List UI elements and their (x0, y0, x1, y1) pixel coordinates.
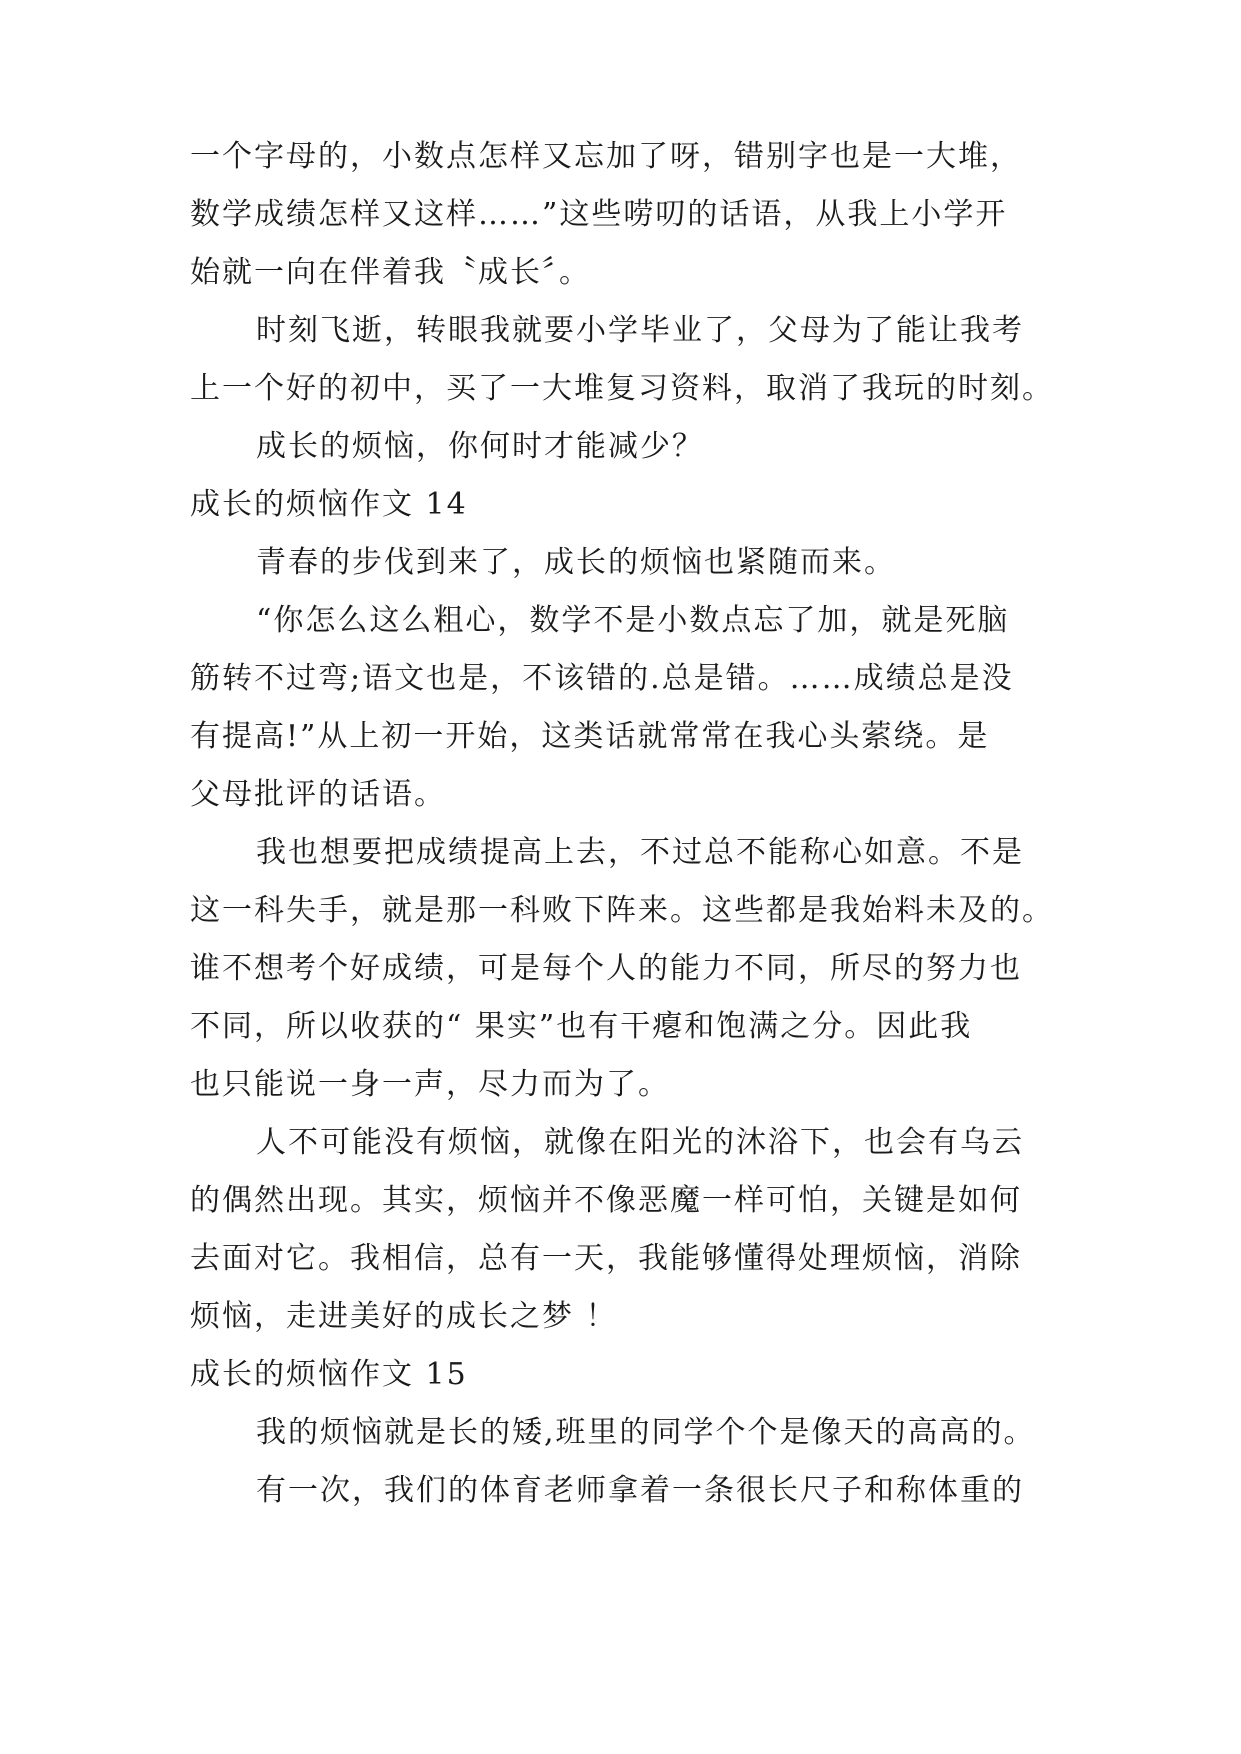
text-line: 青春的步伐到来了，成长的烦恼也紧随而来。 (256, 545, 896, 580)
text-line: 数学成绩怎样又这样……”这些唠叨的话语，从我上小学开 (190, 197, 1008, 232)
text-line: 有一次，我们的体育老师拿着一条很长尺子和称体重的 (256, 1473, 1024, 1508)
text-line: 谁不想考个好成绩，可是每个人的能力不同，所尽的努力也 (190, 951, 1022, 986)
text-line: 的偶然出现。其实，烦恼并不像恶魔一样可怕，关键是如何 (190, 1183, 1022, 1218)
text-line: 也只能说一身一声，尽力而为了。 (190, 1067, 670, 1102)
text-line: 人不可能没有烦恼，就像在阳光的沐浴下，也会有乌云 (256, 1125, 1024, 1160)
text-line: 不同，所以收获的“ 果实”也有干瘪和饱满之分。因此我 (190, 1009, 973, 1044)
text-line: 一个字母的，小数点怎样又忘加了呀，错别字也是一大堆， (190, 139, 1022, 174)
text-line: 这一科失手，就是那一科败下阵来。这些都是我始料未及的。 (190, 893, 1054, 928)
text-line: 始就一向在伴着我〝成长〞。 (190, 255, 591, 290)
text-line: 上一个好的初中，买了一大堆复习资料，取消了我玩的时刻。 (190, 371, 1054, 406)
text-line: 时刻飞逝，转眼我就要小学毕业了，父母为了能让我考 (256, 313, 1024, 348)
text-line: 父母批评的话语。 (190, 777, 446, 812)
text-line: “你怎么这么粗心，数学不是小数点忘了加，就是死脑 (256, 603, 1010, 638)
text-line: 有提高!”从上初一开始，这类话就常常在我心头萦绕。是 (190, 719, 990, 754)
text-line: 筋转不过弯;语文也是，不该错的.总是错。……成绩总是没 (190, 661, 1014, 696)
text-line: 成长的烦恼，你何时才能减少？ (256, 429, 704, 464)
section-heading: 成长的烦恼作文 14 (190, 487, 468, 522)
section-heading: 成长的烦恼作文 15 (190, 1357, 468, 1392)
text-line: 我的烦恼就是长的矮,班里的同学个个是像天的高高的。 (256, 1415, 1036, 1450)
text-line: 烦恼，走进美好的成长之梦 ！ (190, 1299, 618, 1334)
text-line: 去面对它。我相信，总有一天，我能够懂得处理烦恼，消除 (190, 1241, 1022, 1276)
text-line: 我也想要把成绩提高上去，不过总不能称心如意。不是 (256, 835, 1024, 870)
